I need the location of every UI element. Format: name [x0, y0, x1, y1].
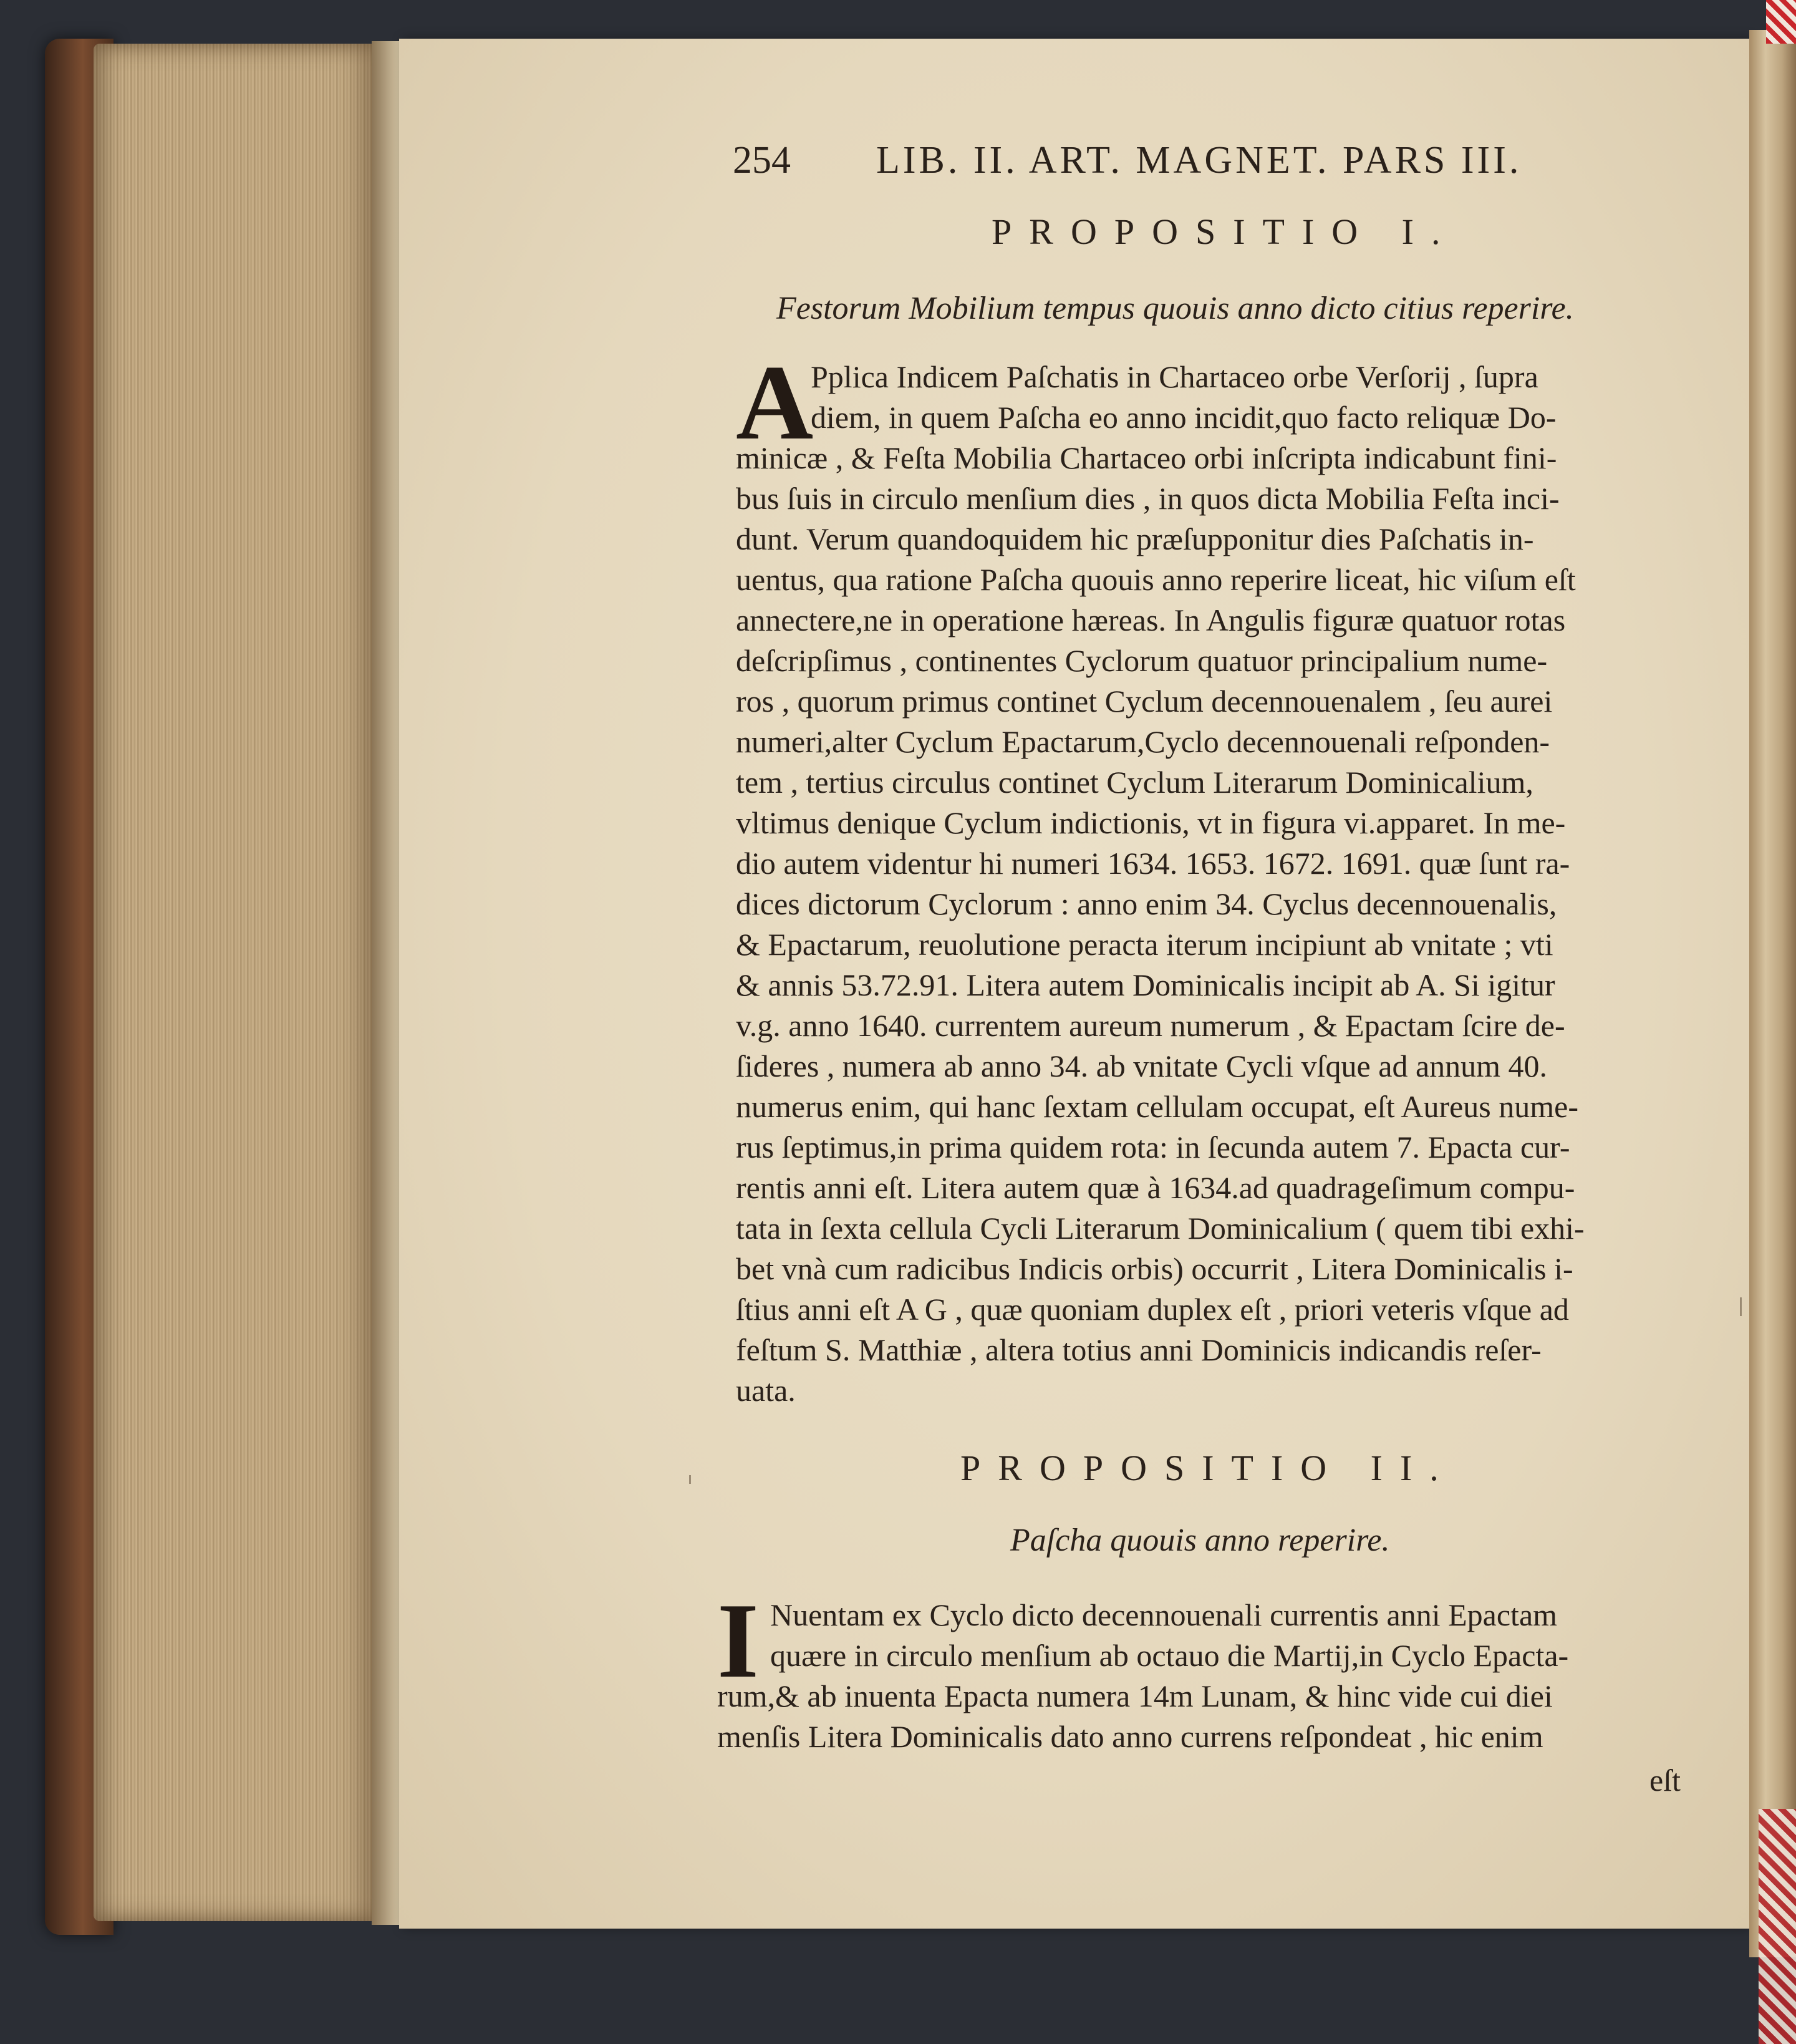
text-line: ſtius anni eſt A G , quæ quoniam duplex eſt , priori veteris vſque ad	[736, 1292, 1569, 1327]
catchword: eſt	[1649, 1763, 1681, 1798]
text-line: bus ſuis in circulo menſium dies , in quos dicta Mobilia Feſta inci-	[736, 481, 1560, 516]
text-line: diem, in quem Paſcha eo anno incidit,quo facto reliquæ Do-	[811, 400, 1557, 435]
page-block-edge	[94, 44, 380, 1921]
text-line: tem , tertius circulus continet Cyclum Literarum Dominicalium,	[736, 765, 1533, 800]
ribbon-marker-bottom	[1759, 1809, 1796, 2044]
running-title: LIB. II. ART. MAGNET. PARS III.	[876, 139, 1522, 182]
text-line: rum,& ab inuenta Epacta numera 14m Lunam, & hinc vide cui diei	[717, 1678, 1553, 1713]
right-page-edge	[1749, 30, 1796, 1957]
text-line: vltimus denique Cyclum indictionis, vt in figura vi.apparet. In me-	[736, 805, 1566, 840]
drop-cap-i: I	[717, 1582, 759, 1700]
text-line: v.g. anno 1640. currentem aureum numerum , & Epactam ſcire de-	[736, 1008, 1565, 1043]
text-line: dunt. Verum quandoquidem hic præſupponitur dies Paſchatis in-	[736, 521, 1534, 556]
margin-mark	[689, 1475, 691, 1484]
page-number: 254	[733, 139, 791, 182]
text-line: & Epactarum, reuolutione peracta iterum incipiunt ab vnitate ; vti	[736, 927, 1553, 962]
section-subtitle-1: Festorum Mobilium tempus quouis anno dicto citius reperire.	[776, 291, 1574, 326]
text-line: & annis 53.72.91. Litera autem Dominicalis incipit ab A. Si igitur	[736, 967, 1555, 1002]
text-line: ſideres , numera ab anno 34. ab vnitate Cycli vſque ad annum 40.	[736, 1049, 1548, 1083]
text-line: menſis Litera Dominicalis dato anno currens reſpondeat , hic enim	[717, 1719, 1543, 1754]
drop-cap-a: A	[736, 344, 814, 462]
text-line: minicæ , & Feſta Mobilia Chartaceo orbi inſcripta indicabunt fini-	[736, 440, 1557, 475]
text-line: uentus, qua ratione Paſcha quouis anno reperire liceat, hic viſum eſt	[736, 562, 1576, 597]
text-line: Pplica Indicem Paſchatis in Chartaceo orbe Verſorij , ſupra	[811, 359, 1538, 394]
text-line: rentis anni eſt. Litera autem quæ à 1634.ad quadrageſimum compu-	[736, 1170, 1575, 1205]
text-line: numerus enim, qui hanc ſextam cellulam occupat, eſt Aureus nume-	[736, 1089, 1578, 1124]
ribbon-marker-top	[1766, 0, 1796, 44]
text-line: dio autem videntur hi numeri 1634. 1653. 1672. 1691. quæ ſunt ra-	[736, 846, 1570, 881]
section-heading-2: PROPOSITIO II.	[960, 1448, 1456, 1488]
text-line: Nuentam ex Cyclo dicto decennouenali currentis anni Epactam	[770, 1597, 1558, 1632]
text-line: ros , quorum primus continet Cyclum decennouenalem , ſeu aurei	[736, 684, 1553, 719]
text-line: deſcripſimus , continentes Cyclorum quatuor principalium nume-	[736, 643, 1548, 678]
section-heading-1: PROPOSITIO I.	[992, 211, 1458, 252]
text-line: numeri,alter Cyclum Epactarum,Cyclo decennouenali reſponden-	[736, 724, 1550, 759]
text-line: feſtum S. Matthiæ , altera totius anni Dominicis indicandis reſer-	[736, 1332, 1542, 1367]
text-line: uata.	[736, 1373, 796, 1408]
text-line: quære in circulo menſium ab octauo die Martij,in Cyclo Epacta-	[770, 1638, 1569, 1673]
margin-mark	[1740, 1297, 1742, 1316]
section-subtitle-2: Paſcha quouis anno reperire.	[1010, 1523, 1390, 1558]
text-line: rus ſeptimus,in prima quidem rota: in ſecunda autem 7. Epacta cur-	[736, 1130, 1570, 1165]
text-line: bet vnà cum radicibus Indicis orbis) occurrit , Litera Dominicalis i-	[736, 1251, 1573, 1286]
text-line: dices dictorum Cyclorum : anno enim 34. Cyclus decennouenalis,	[736, 886, 1557, 921]
text-line: tata in ſexta cellula Cycli Literarum Dominicalium ( quem tibi exhi-	[736, 1211, 1585, 1246]
text-line: annectere,ne in operatione hæreas. In Angulis figuræ quatuor rotas	[736, 603, 1566, 637]
